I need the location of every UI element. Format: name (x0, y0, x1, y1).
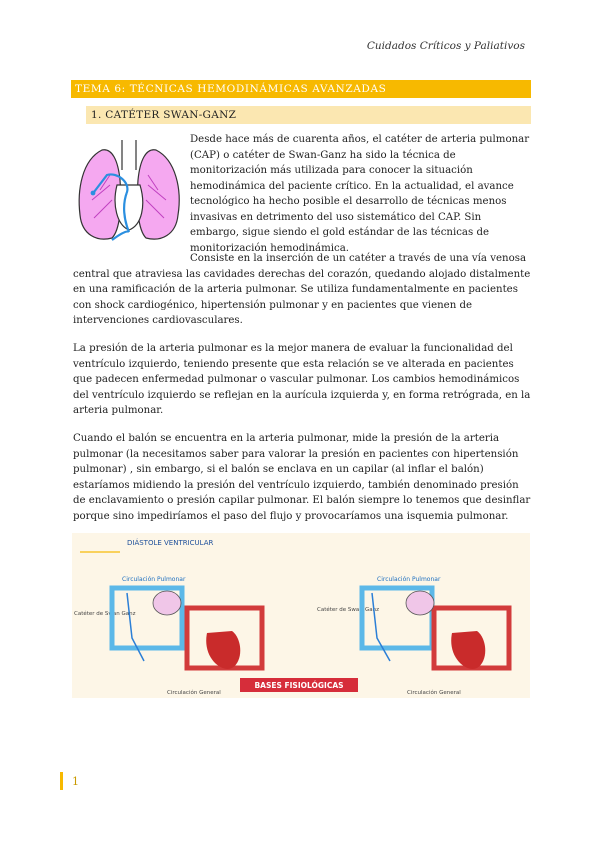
lung-catheter-illustration (72, 130, 186, 252)
page-number-marker (60, 772, 63, 790)
left-panel-title: DIÁSTOLE VENTRICULAR (127, 539, 214, 547)
paragraph-intro: Desde hace más de cuarenta años, el catéter de arteria pulmonar (CAP) o catéter de Swan-Ganz ha sido la técnica de monitorización más utilizada para conocer la situación hemodinámica del paciente crítico. En la actualidad, el avance tecnológico ha hecho posible el desarrollo de técnicas menos invasivas en detrimento del uso sistemático del CAP. Sin embargo, sigue siendo el gold estándar de las técnicas de monitorización hemodinámica. (190, 134, 530, 254)
figure-banner: BASES FISIOLÓGICAS (254, 681, 344, 690)
left-bottom-label: Circulación General (167, 690, 221, 696)
paragraph-pulmonary-pressure: La presión de la arteria pulmonar es la mejor manera de evaluar la funcionalidad del ventrículo izquierdo, teniendo presente que esta relación se ve alterada en pacientes que padecen enfermedad pulmonar o vascular pulmonar. Los cambios hemodinámicos del ventrículo izquierdo se reflejan en la aurícula izquierda y, en forma retrógrada, en la arteria pulmonar. (73, 343, 531, 416)
paragraph-insertion: Consiste en la inserción de un catéter a través de una vía venosa central que atraviesa las cavidades derechas del corazón, quedando alojado distalmente en una ramificación de la arteria pulmonar. Se utiliza fundamentalmente en pacientes con shock cardiogénico, hipertensión pulmonar y en pacientes que vienen de intervenciones cardiovasculares. (73, 253, 531, 326)
right-bottom-label: Circulación General (407, 690, 461, 696)
left-circ-label: Circulación Pulmonar (122, 576, 186, 583)
theme-title: TEMA 6: TÉCNICAS HEMODINÁMICAS AVANZADAS (71, 80, 531, 98)
section-title: 1. CATÉTER SWAN-GANZ (86, 106, 531, 124)
page-number: 1 (72, 775, 79, 788)
right-circ-label: Circulación Pulmonar (377, 576, 441, 583)
right-catheter-label: Catéter de Swan-Ganz (317, 607, 379, 613)
paragraph-balloon: Cuando el balón se encuentra en la arteria pulmonar, mide la presión de la arteria pulmonar (la necesitamos saber para valorar la presión en pacientes con hipertensión pulmonar) , sin embargo, si el balón se enclava en un capilar (al inflar el balón) estaríamos midiendo la presión del ventrículo izquierdo, también denominado presión de enclavamiento o presión capilar pulmonar. El balón siempre lo tenemos que desinflar porque sino impediríamos el paso del flujo y provocaríamos una isquemia pulmonar. (73, 433, 531, 522)
left-catheter-label: Catéter de Swan Ganz (74, 611, 136, 617)
physiology-diagram (72, 533, 530, 698)
running-header: Cuidados Críticos y Paliativos (366, 40, 525, 52)
